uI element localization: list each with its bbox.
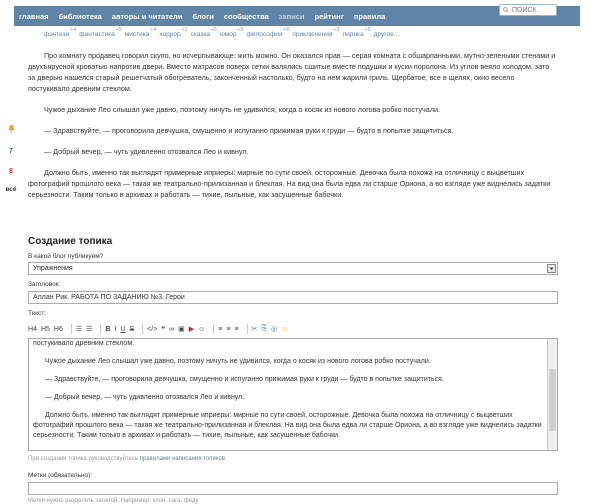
underline-button[interactable]: U bbox=[120, 325, 126, 333]
editor-paragraph: — Добрый вечер, — чуть удивленно отозвался Лео и кивнул. bbox=[45, 394, 245, 401]
genre-fantasy[interactable]: фэнтези +4 bbox=[44, 26, 77, 38]
editor-paragraph: Чужое дыхание Лео слышал уже давно, поэтому ничуть не удивился, когда о косяк из нового логова робко постучали. bbox=[45, 358, 431, 365]
rules-link[interactable]: правилами написания топиков bbox=[139, 456, 226, 462]
preview-icon[interactable]: ⎘ bbox=[261, 325, 268, 332]
nav-item-home[interactable]: главная bbox=[19, 11, 49, 21]
search-icon bbox=[503, 7, 509, 13]
smile-icon[interactable]: ☺ bbox=[281, 325, 289, 333]
text-label: Текст: bbox=[28, 310, 47, 317]
tags-label: Метки (обязательно): bbox=[28, 472, 93, 479]
user-icon[interactable]: ☺ bbox=[198, 325, 206, 333]
bell-icon[interactable] bbox=[0, 124, 22, 135]
counter-badge-blue[interactable]: 7 bbox=[9, 148, 13, 155]
nav-item-communities[interactable]: сообщества bbox=[223, 11, 269, 21]
scrollbar-thumb[interactable] bbox=[549, 369, 556, 431]
h5-button[interactable]: H5 bbox=[40, 325, 50, 333]
cut-icon[interactable]: ✂ bbox=[251, 326, 258, 333]
genre-subnav bbox=[44, 27, 409, 41]
form-title: Создание топика bbox=[28, 236, 113, 247]
toolbar-divider bbox=[71, 324, 72, 334]
editor-scrollbar[interactable] bbox=[547, 339, 557, 450]
editor-line: постукивало древним стеклом. bbox=[33, 340, 135, 347]
align-right-icon[interactable]: ≡ bbox=[234, 325, 239, 333]
strike-button[interactable]: S bbox=[129, 325, 135, 333]
bold-button[interactable]: B bbox=[105, 325, 111, 333]
align-center-icon[interactable]: ≡ bbox=[226, 325, 231, 333]
toolbar-divider bbox=[213, 324, 214, 334]
editor-paragraph: — Здравствуйте, — проговорила девчушка, смущенно и испуганно прижимая руки к груди — будто в попытке защититься. bbox=[45, 376, 444, 383]
genre-mystic[interactable]: мистика +4 bbox=[124, 26, 157, 38]
genre-scifi[interactable]: фантастика +5 bbox=[79, 26, 122, 38]
main-navbar bbox=[14, 6, 580, 26]
text-editor[interactable] bbox=[28, 338, 558, 451]
blog-select[interactable] bbox=[28, 262, 558, 275]
show-all-link[interactable]: всё bbox=[5, 186, 17, 193]
align-left-icon[interactable]: ≡ bbox=[218, 325, 223, 333]
editor-content[interactable] bbox=[33, 339, 543, 449]
chevron-down-icon[interactable] bbox=[547, 264, 556, 273]
genre-horror[interactable]: хоррор +1 bbox=[159, 26, 188, 38]
editor-toolbar bbox=[28, 322, 558, 336]
bullet-list-icon[interactable]: ☰ bbox=[75, 326, 83, 333]
genre-other[interactable]: другое... bbox=[373, 30, 400, 38]
nav-item-rules[interactable]: правила bbox=[353, 11, 386, 21]
blog-label: В какой блог публикуем? bbox=[28, 253, 104, 260]
nav-item-authors[interactable]: авторы и читатели bbox=[111, 11, 183, 21]
genre-humor[interactable]: юмор +5 bbox=[219, 26, 244, 38]
nav-item-blogs[interactable]: блоги bbox=[192, 11, 214, 21]
genre-fairytale[interactable]: сказка +5 bbox=[190, 26, 217, 38]
genre-lyric[interactable]: лирика +5 bbox=[342, 26, 371, 38]
toolbar-divider bbox=[142, 324, 143, 334]
top-navigation bbox=[0, 0, 605, 44]
counter-badge-red[interactable]: 8 bbox=[9, 168, 13, 175]
nav-item-rating[interactable]: рейтинг bbox=[314, 11, 344, 21]
video-icon[interactable]: ▶ bbox=[188, 326, 195, 333]
title-label: Заголовок: bbox=[28, 281, 61, 288]
h6-button[interactable]: H6 bbox=[53, 325, 63, 333]
article-paragraph: Должно быть, именно так выглядят примерные иприеры: мирные по сути своей, осторожные. Девочка была похожа на отличницу с выцветших фотографий прошлого века — такая же театрально-прилизанная и блеклая. На вид она была едва ли старше Ориона, а во взгляде уже виднелись задатки серьезности. Таким только в архивах и работать — тихие, пыльные, как засушенные бабочки. bbox=[28, 168, 551, 199]
article-paragraph: — Добрый вечер, — чуть удивленно отозвался Лео и кивнул. bbox=[44, 147, 249, 156]
quote-icon[interactable]: ❝ bbox=[161, 326, 166, 333]
article-paragraph: — Здравствуйте, — проговорила девчушка, смущенно и испуганно прижимая руки к груди — будто в попытке защититься. bbox=[44, 126, 454, 135]
toolbar-divider bbox=[247, 324, 248, 334]
nav-item-library[interactable]: библиотека bbox=[58, 11, 102, 21]
italic-button[interactable]: I bbox=[114, 325, 117, 333]
other-icon[interactable]: ◎ bbox=[271, 326, 278, 333]
article-paragraph: Чужое дыхание Лео слышал уже давно, поэтому ничуть не удивился, когда о косяк из нового логова робко постучали. bbox=[44, 105, 440, 114]
h4-button[interactable]: H4 bbox=[28, 325, 37, 333]
image-icon[interactable]: ▣ bbox=[178, 326, 185, 333]
genre-philosophy[interactable]: философия +6 bbox=[246, 26, 290, 38]
rules-hint: При создании топика руководствуйтесь правилами написания топиков bbox=[28, 456, 226, 462]
tags-hint: Метки нужно разделять запятой. Например: клон, сага, феду bbox=[28, 498, 199, 504]
title-input[interactable]: Аллан Рик. РАБОТА ПО ЗАДАНИЮ №3. Герои bbox=[28, 291, 558, 304]
link-icon[interactable]: ∞ bbox=[169, 325, 175, 333]
article-paragraph: Про комнату продавец говорил скупо, но исчерпывающе: жить можно. Он оказался прав — серая комната с обшарпанными, мутно-зелеными стенами и двухъярусной кроватью напротив двери. Вместо матрасов поверх сетки валялись сшитые вместе подушки и куски поролона. Из углов веяло холодом, зато за дверью нашелся старый решетчатый обогреватель, законченный настолько, будто на нем жарили гриль. Щербатое, все в щелях, окно весело постукивало древним стеклом. bbox=[28, 51, 556, 93]
nav-item-posts[interactable]: записи bbox=[278, 11, 305, 21]
numbered-list-icon[interactable]: ☰ bbox=[86, 326, 93, 333]
code-icon[interactable]: </> bbox=[147, 325, 158, 333]
toolbar-divider bbox=[100, 324, 101, 334]
article-body bbox=[28, 50, 558, 210]
blog-select-value: Упражнения bbox=[33, 265, 73, 272]
editor-paragraph: Должно быть, именно так выглядят примерные иприеры: мирные по сути своей, осторожные. Девочка была похожа на отличницу с выцветших фотографий прошлого века — такая же театрально-прилизанная и блеклая. На вид она была едва ли старше Ориона, а во взгляде уже виднелись задатки серьезности. Таким только в архивах и работать — тихие, пыльные, как засушенные бабочки. bbox=[33, 412, 542, 439]
genre-adventure[interactable]: приключения +3 bbox=[292, 26, 340, 38]
tags-input[interactable] bbox=[28, 482, 558, 495]
